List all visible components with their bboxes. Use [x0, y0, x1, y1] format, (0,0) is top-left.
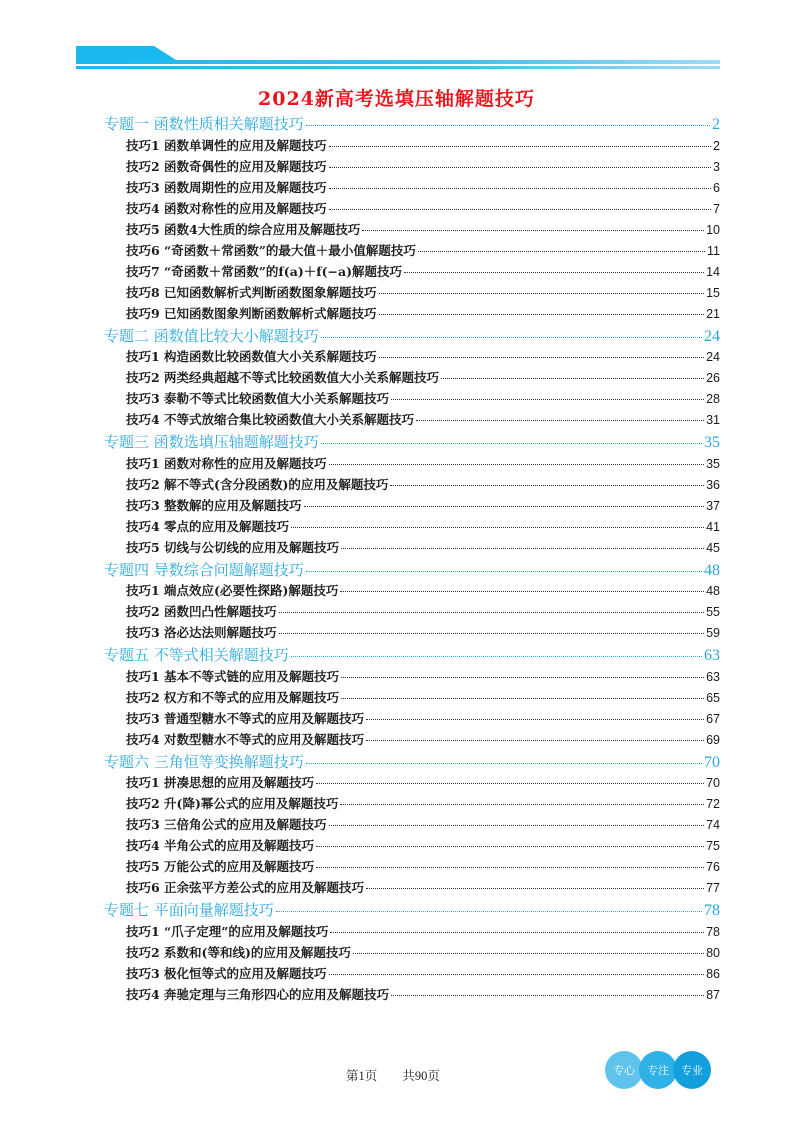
toc-item-entry[interactable] — [104, 136, 720, 157]
toc-item-entry[interactable] — [104, 454, 720, 475]
item-title: 技巧6 “奇函数＋常函数”的最大值＋最小值解题技巧 — [126, 242, 416, 258]
item-title: 技巧3 洛必达法则解题技巧 — [126, 625, 277, 640]
dot-leader — [390, 476, 704, 489]
item-title: 技巧5 切线与公切线的应用及解题技巧 — [126, 539, 340, 555]
header-line — [76, 66, 720, 69]
item-page-number: 10 — [706, 222, 720, 237]
item-page-number: 74 — [706, 818, 720, 832]
document-title: 2024新高考选填压轴解题技巧 — [258, 88, 535, 110]
item-page-number: 69 — [706, 732, 720, 747]
item-page-number: 76 — [706, 860, 720, 874]
chapter-title: 专题六 三角恒等变换解题技巧 — [104, 752, 304, 771]
item-page-number: 3 — [713, 159, 720, 174]
chapter-page-number: 48 — [704, 561, 720, 579]
dot-leader — [418, 242, 705, 255]
item-title: 技巧5 万能公式的应用及解题技巧 — [126, 859, 315, 874]
dot-leader — [353, 944, 704, 957]
toc-item-entry[interactable] — [104, 667, 720, 688]
header-line — [76, 60, 720, 64]
toc-item-entry[interactable] — [104, 241, 720, 262]
chapter-title: 专题七 平面向量解题技巧 — [104, 901, 274, 919]
item-title: 技巧1 构造函数比较函数值大小关系解题技巧 — [126, 349, 377, 364]
dot-leader — [329, 200, 711, 213]
toc-item-entry[interactable] — [104, 347, 720, 368]
toc-item-entry[interactable] — [104, 368, 720, 389]
toc-item-entry[interactable] — [104, 475, 720, 496]
dot-leader — [391, 986, 704, 999]
dot-leader — [291, 645, 702, 660]
item-title: 技巧4 函数对称性的应用及解题技巧 — [126, 200, 327, 216]
item-page-number: 45 — [706, 540, 720, 555]
item-page-number: 55 — [706, 605, 720, 619]
item-title: 技巧2 函数奇偶性的应用及解题技巧 — [126, 158, 327, 174]
item-page-number: 80 — [706, 945, 720, 960]
toc-chapter-entry[interactable] — [104, 559, 720, 582]
item-title: 技巧4 不等式放缩合集比较函数值大小关系解题技巧 — [126, 412, 415, 427]
item-page-number: 87 — [706, 987, 720, 1002]
chapter-title: 专题一 函数性质相关解题技巧 — [104, 115, 304, 133]
page-footer — [346, 1066, 462, 1084]
item-title: 技巧3 极化恒等式的应用及解题技巧 — [126, 965, 327, 981]
toc-item-entry[interactable] — [104, 985, 720, 1006]
dot-leader — [391, 391, 704, 404]
item-page-number: 7 — [713, 201, 720, 216]
dot-leader — [330, 923, 704, 936]
dot-leader — [329, 817, 705, 830]
item-page-number: 59 — [706, 626, 720, 640]
item-title: 技巧2 函数凹凸性解题技巧 — [126, 604, 277, 619]
dot-leader — [276, 900, 702, 915]
item-title: 技巧3 普通型糖水不等式的应用及解题技巧 — [126, 710, 365, 726]
toc-item-entry[interactable] — [104, 157, 720, 178]
item-title: 技巧1 函数单调性的应用及解题技巧 — [126, 137, 327, 153]
header-decoration-bar — [76, 46, 720, 70]
dot-leader — [306, 114, 710, 129]
dot-leader — [362, 221, 704, 234]
item-title: 技巧9 已知函数图象判断函数解析式解题技巧 — [126, 305, 377, 321]
item-page-number: 6 — [713, 180, 720, 195]
item-page-number: 11 — [707, 243, 720, 258]
toc-item-entry[interactable] — [104, 773, 720, 794]
item-page-number: 86 — [706, 966, 720, 981]
dot-leader — [279, 625, 705, 638]
item-page-number: 2 — [713, 138, 720, 153]
dot-leader — [321, 326, 702, 341]
item-title: 技巧4 奔驰定理与三角形四心的应用及解题技巧 — [126, 986, 390, 1002]
dot-leader — [329, 965, 705, 978]
toc-chapter-entry[interactable] — [104, 113, 720, 136]
toc-item-entry[interactable] — [104, 389, 720, 410]
item-title: 技巧2 升(降)幂公式的应用及解题技巧 — [126, 796, 339, 811]
item-page-number: 24 — [706, 350, 720, 364]
item-page-number: 65 — [706, 690, 720, 705]
chapter-title: 专题四 导数综合问题解题技巧 — [104, 560, 304, 579]
item-title: 技巧7 “奇函数＋常函数”的f(a)＋f(−a)解题技巧 — [126, 263, 403, 279]
item-page-number: 26 — [706, 371, 720, 385]
item-title: 技巧4 半角公式的应用及解题技巧 — [126, 838, 315, 853]
dot-leader — [341, 539, 704, 552]
dot-leader — [279, 604, 705, 617]
toc-item-entry[interactable] — [104, 410, 720, 431]
dot-leader — [316, 775, 704, 788]
total-pages: 共90页 — [402, 1069, 440, 1083]
item-title: 技巧2 权方和不等式的应用及解题技巧 — [126, 689, 340, 705]
current-page-number: 第1页 — [346, 1069, 378, 1083]
item-page-number: 63 — [706, 669, 720, 684]
dot-leader — [341, 668, 704, 681]
chapter-page-number: 24 — [704, 327, 720, 345]
toc-item-entry[interactable] — [104, 220, 720, 241]
toc-item-entry[interactable] — [104, 709, 720, 730]
item-page-number: 35 — [706, 456, 720, 471]
dot-leader — [306, 752, 702, 767]
dot-leader — [366, 710, 704, 723]
dot-leader — [329, 158, 711, 171]
toc-item-entry[interactable] — [104, 304, 720, 325]
item-page-number: 31 — [706, 413, 720, 427]
item-page-number: 48 — [706, 584, 720, 598]
toc-item-entry[interactable] — [104, 688, 720, 709]
dot-leader — [404, 263, 704, 276]
item-title: 技巧2 解不等式(含分段函数)的应用及解题技巧 — [126, 476, 389, 492]
item-title: 技巧1 函数对称性的应用及解题技巧 — [126, 455, 327, 471]
toc-item-entry[interactable] — [104, 943, 720, 964]
dot-leader — [340, 796, 704, 809]
item-page-number: 75 — [706, 839, 720, 853]
item-page-number: 78 — [706, 924, 720, 939]
item-title: 技巧1 拼凑思想的应用及解题技巧 — [126, 775, 315, 790]
dot-leader — [291, 518, 704, 531]
toc-item-entry[interactable] — [104, 815, 720, 836]
toc-chapter-entry[interactable] — [104, 751, 720, 774]
dot-leader — [321, 432, 702, 447]
item-title: 技巧4 零点的应用及解题技巧 — [126, 518, 290, 534]
item-title: 技巧3 函数周期性的应用及解题技巧 — [126, 179, 327, 195]
item-title: 技巧2 系数和(等和线)的应用及解题技巧 — [126, 944, 351, 960]
chapter-page-number: 35 — [704, 434, 720, 451]
badge-zhuanye: 专业 — [673, 1051, 711, 1089]
toc-item-entry[interactable] — [104, 199, 720, 220]
toc-item-entry[interactable] — [104, 538, 720, 559]
chapter-page-number: 63 — [704, 647, 720, 664]
chapter-page-number: 78 — [704, 902, 720, 919]
item-title: 技巧1 “爪子定理”的应用及解题技巧 — [126, 923, 329, 939]
toc-item-entry[interactable] — [104, 922, 720, 943]
item-title: 技巧3 整数解的应用及解题技巧 — [126, 497, 302, 513]
item-title: 技巧6 正余弦平方差公式的应用及解题技巧 — [126, 880, 365, 895]
toc-chapter-entry[interactable] — [104, 899, 720, 922]
toc-item-entry[interactable] — [104, 517, 720, 538]
toc-item-entry[interactable] — [104, 857, 720, 878]
chapter-title: 专题三 函数选填压轴题解题技巧 — [104, 433, 319, 451]
item-page-number: 41 — [706, 519, 720, 534]
dot-leader — [366, 880, 704, 893]
item-page-number: 14 — [706, 264, 720, 279]
dot-leader — [329, 179, 711, 192]
item-page-number: 21 — [706, 306, 720, 321]
item-title: 技巧1 端点效应(必要性探路)解题技巧 — [126, 583, 339, 598]
item-page-number: 36 — [706, 477, 720, 492]
dot-leader — [341, 689, 704, 702]
toc-item-entry[interactable] — [104, 836, 720, 857]
item-title: 技巧3 三倍角公式的应用及解题技巧 — [126, 817, 327, 832]
badge-zhuanxin: 专心 — [605, 1051, 643, 1089]
item-page-number: 70 — [706, 776, 720, 790]
dot-leader — [316, 838, 704, 851]
toc-item-entry[interactable] — [104, 730, 720, 751]
toc-item-entry[interactable] — [104, 283, 720, 304]
toc-item-entry[interactable] — [104, 878, 720, 899]
dot-leader — [416, 412, 704, 425]
item-title: 技巧5 函数4大性质的综合应用及解题技巧 — [126, 221, 361, 237]
header-tab-shape — [76, 46, 176, 60]
badge-zhuanzhu: 专注 — [639, 1051, 677, 1089]
dot-leader — [306, 560, 702, 575]
chapter-page-number: 70 — [704, 753, 720, 771]
toc-item-entry[interactable] — [104, 602, 720, 623]
item-title: 技巧8 已知函数解析式判断函数图象解题技巧 — [126, 284, 377, 300]
dot-leader — [379, 284, 705, 297]
chapter-page-number: 2 — [712, 116, 720, 133]
toc-item-entry[interactable] — [104, 178, 720, 199]
chapter-title: 专题二 函数值比较大小解题技巧 — [104, 326, 319, 345]
chapter-title: 专题五 不等式相关解题技巧 — [104, 646, 289, 664]
toc-chapter-entry[interactable] — [104, 644, 720, 667]
dot-leader — [329, 137, 711, 150]
toc-item-entry[interactable] — [104, 581, 720, 602]
item-page-number: 37 — [706, 498, 720, 513]
footer-badges — [605, 1051, 711, 1089]
toc-chapter-entry[interactable] — [104, 431, 720, 454]
item-title: 技巧2 两类经典超越不等式比较函数值大小关系解题技巧 — [126, 370, 440, 385]
item-page-number: 77 — [706, 881, 720, 895]
toc-chapter-entry[interactable] — [104, 325, 720, 348]
item-page-number: 72 — [706, 797, 720, 811]
item-page-number: 67 — [706, 711, 720, 726]
dot-leader — [340, 583, 704, 596]
toc-item-entry[interactable] — [104, 262, 720, 283]
dot-leader — [304, 497, 705, 510]
dot-leader — [441, 370, 704, 383]
item-page-number: 28 — [706, 392, 720, 406]
toc-item-entry[interactable] — [104, 964, 720, 985]
dot-leader — [316, 859, 704, 872]
item-title: 技巧1 基本不等式链的应用及解题技巧 — [126, 668, 340, 684]
item-title: 技巧3 泰勒不等式比较函数值大小关系解题技巧 — [126, 391, 390, 406]
toc-item-entry[interactable] — [104, 496, 720, 517]
dot-leader — [366, 731, 704, 744]
dot-leader — [379, 305, 705, 318]
dot-leader — [379, 349, 705, 362]
toc-item-entry[interactable] — [104, 623, 720, 644]
toc-item-entry[interactable] — [104, 794, 720, 815]
dot-leader — [329, 455, 705, 468]
item-title: 技巧4 对数型糖水不等式的应用及解题技巧 — [126, 731, 365, 747]
table-of-contents — [104, 113, 720, 1006]
item-page-number: 15 — [706, 285, 720, 300]
